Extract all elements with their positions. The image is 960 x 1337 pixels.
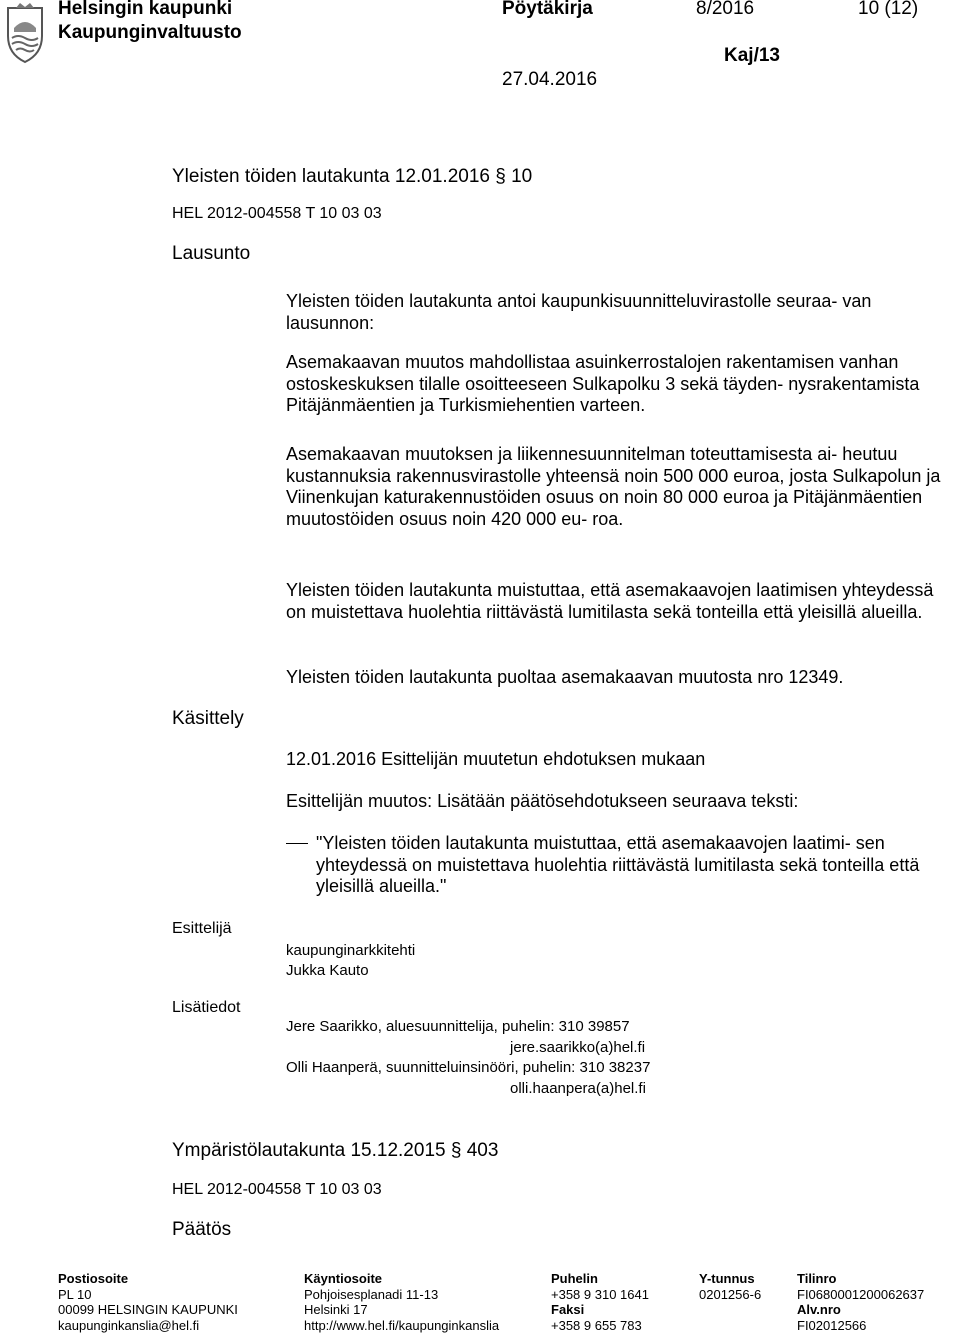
processing-date: 12.01.2016 Esittelijän muutetun ehdotuksen mukaan <box>286 749 706 769</box>
section2-case-id: HEL 2012-004558 T 10 03 03 <box>172 1181 382 1198</box>
section2-heading: Ympäristölautakunta 15.12.2015 § 403 <box>172 1140 499 1161</box>
footer-email-link[interactable]: kaupunginkanslia@hel.fi <box>58 1317 200 1333</box>
header-date: 27.04.2016 <box>502 69 598 90</box>
header-body: Kaupunginvaltuusto <box>58 22 242 43</box>
header-ref: Kaj/13 <box>724 45 780 66</box>
footer-account: Tilinro FI0680001200062637 Alv.nro FI02012566 <box>797 1271 925 1333</box>
contact-2: Olli Haanperä, suunnitteluinsinööri, puhelin: 310 38237 <box>286 1059 651 1076</box>
info-label: Lisätiedot <box>172 999 241 1016</box>
contact-1-email: jere.saarikko(a)hel.fi <box>510 1039 646 1056</box>
presenter-label: Esittelijä <box>172 920 232 937</box>
header-doc-type: Pöytäkirja <box>502 0 593 19</box>
footer-phone: Puhelin +358 9 310 1641 Faksi +358 9 655 783 <box>551 1271 649 1333</box>
section1-intro: Yleisten töiden lautakunta antoi kaupunkisuunnitteluvirastolle seuraa- van lausunnon: <box>286 291 872 333</box>
helsinki-coat-of-arms-icon <box>2 2 48 66</box>
section1-paragraph-2: Asemakaavan muutoksen ja liikennesuunnitelman toteuttamisesta ai- heutuu kustannuksia rakennusvirastolle yhteensä noin 500 000 euroa, josta Sulkapolun ja Viinenkujan katurakennustöiden osuus on noin 80 000 euroa ja Pitäjänmäentien muutostöiden osuus noin 420 000 eu- roa. <box>286 444 941 529</box>
presenter-title: kaupunginarkkitehti <box>286 942 416 959</box>
section1-paragraph-4: Yleisten töiden lautakunta puoltaa asemakaavan muutosta nro 12349. <box>286 667 844 687</box>
header-issue: 8/2016 <box>696 0 755 19</box>
footer-postal: Postiosoite PL 10 00099 HELSINGIN KAUPUNKI kaupunginkanslia@hel.fi <box>58 1271 238 1333</box>
header-page: 10 (12) <box>858 0 919 19</box>
section1-paragraph-3: Yleisten töiden lautakunta muistuttaa, että asemakaavojen laatimisen yhteydessä on muistettava huolehtia riittävästä lumitilasta sekä tonteilla että yleisillä alueilla. <box>286 580 934 622</box>
presenter-name: Jukka Kauto <box>286 962 369 979</box>
section1-label: Lausunto <box>172 243 251 264</box>
section1-paragraph-1: Asemakaavan muutos mahdollistaa asuinkerrostalojen rakentamisen vanhan ostoskeskuksen tilalle osoitteeseen Sulkapolku 3 sekä täyden- nysrakentamista Pitäjänmäentien ja Turkismiehentien varteen. <box>286 352 920 415</box>
bullet-dash <box>286 843 308 844</box>
contact-1: Jere Saarikko, aluesuunnittelija, puhelin: 310 39857 <box>286 1018 630 1035</box>
contact-2-email: olli.haanpera(a)hel.fi <box>510 1080 646 1097</box>
footer-business-id: Y-tunnus 0201256-6 <box>699 1271 762 1302</box>
footer-visiting: Käyntiosoite Pohjoisesplanadi 11-13 Helsinki 17 http://www.hel.fi/kaupunginkanslia <box>304 1271 500 1333</box>
processing-label: Käsittely <box>172 708 244 729</box>
header-city: Helsingin kaupunki <box>58 0 233 19</box>
section2-label: Päätös <box>172 1219 232 1240</box>
change-line: Esittelijän muutos: Lisätään päätösehdotukseen seuraava teksti: <box>286 791 799 811</box>
bullet-text: "Yleisten töiden lautakunta muistuttaa, että asemakaavojen laatimi- sen yhteydessä on muistettava huolehtia riittävästä lumitilasta sekä tonteilla että yleisillä alueilla." <box>316 833 920 896</box>
footer-web-link[interactable]: http://www.hel.fi/kaupunginkanslia <box>304 1317 500 1333</box>
section1-heading: Yleisten töiden lautakunta 12.01.2016 § 10 <box>172 166 533 187</box>
section1-case-id: HEL 2012-004558 T 10 03 03 <box>172 205 382 222</box>
